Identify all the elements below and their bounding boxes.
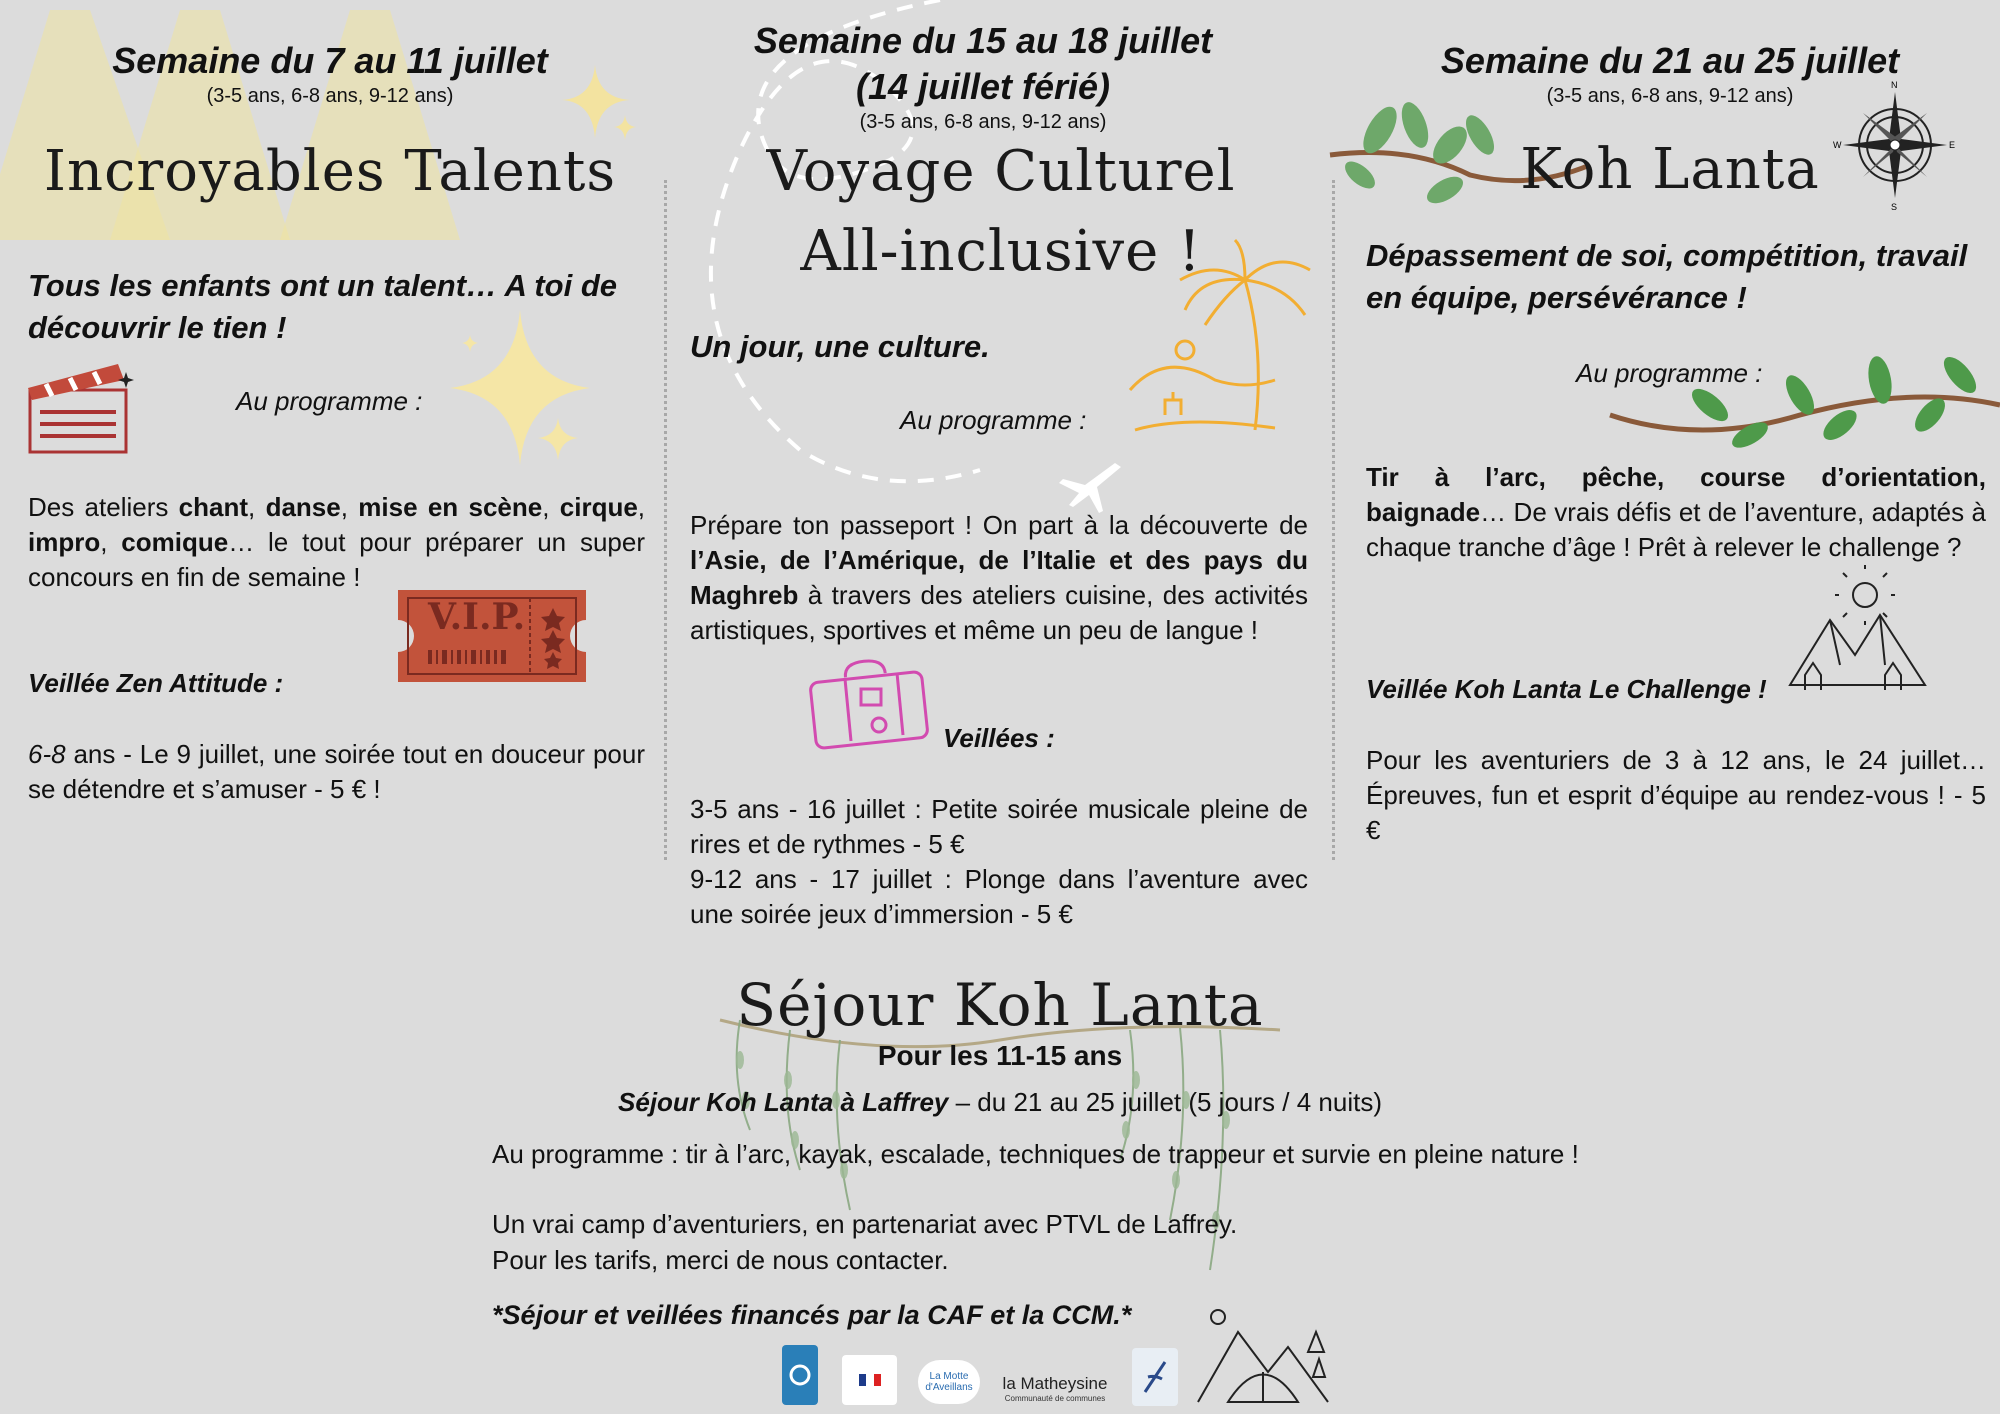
col2-theme-line1: Voyage Culturel [766,139,1236,204]
sejour-prices: Pour les tarifs, merci de nous contacter. [492,1245,949,1275]
matheysine-name: la Matheysine [1002,1373,1108,1393]
col1-week-title: Semaine du 7 au 11 juillet [112,40,548,81]
col2-evening-1: 3-5 ans - 16 juillet : Petite soirée musicale pleine de rires et de rythmes - 5 € [690,794,1308,859]
col2-theme-line2: All-inclusive ! [800,219,1202,284]
compass-e: E [1949,140,1956,150]
sport-logo [1132,1348,1178,1406]
sejour-title: Séjour Koh Lanta [736,971,1264,1039]
col2-ages: (3-5 ans, 6-8 ans, 9-12 ans) [859,111,1107,133]
col2-holiday: (14 juillet férié) [855,66,1111,107]
caf-logo [782,1345,818,1405]
col3-description: Tir à l’arc, pêche, course d’orientation, baignade… De vrais défis et de l’aventure, adaptés à chaque tranche d’âge ! Prêt à relever le challenge ? [1366,462,1986,562]
col1-tagline: Tous les enfants ont un talent… A toi de découvrir le tien ! [28,268,618,345]
vip-ticket-icon [398,590,586,682]
col1-program-label: Au programme : [236,386,423,416]
compass-w: W [1833,140,1842,150]
col3-week-title: Semaine du 21 au 25 juillet [1440,40,1900,81]
vip-label: V.I.P. [428,596,526,638]
col3-tagline: Dépassement de soi, compétition, travail en équipe, persévérance ! [1366,238,1968,315]
col1-theme: Incroyables Talents [43,139,617,204]
sejour-ages: Pour les 11-15 ans [877,1040,1123,1071]
sejour-dates: Séjour Koh Lanta à Laffrey – du 21 au 25 juillet (5 jours / 4 nuits) [618,1087,1382,1117]
motte-aveillans-logo: La Motte d'Aveillans [918,1360,980,1404]
compass-s: S [1891,202,1898,212]
col3-ages: (3-5 ans, 6-8 ans, 9-12 ans) [1546,85,1794,107]
matheysine-sub: Communauté de communes [1004,1393,1106,1403]
col2-evenings-title: Veillées : [943,723,1055,753]
col3-evening: Pour les aventuriers de 3 à 12 ans, le 24 juillet… Épreuves, fun et esprit d’équipe au rendez-vous ! - 5 € [1366,745,1986,845]
col2-week-title: Semaine du 15 au 18 juillet [753,20,1213,61]
col2-description: Prépare ton passeport ! On part à la découverte de l’Asie, de l’Amérique, de l’Italie et des pays du Maghreb à travers des ateliers cuisine, des activités artistiques, sportives et même un peu de langue ! [690,510,1308,645]
col3-theme: Koh Lanta [1520,137,1820,202]
col1-ages: (3-5 ans, 6-8 ans, 9-12 ans) [206,85,454,107]
column-divider-1 [664,180,667,860]
col1-evening-title: Veillée Zen Attitude : [28,668,284,698]
col1-evening: 6-8 ans - Le 9 juillet, une soirée tout en douceur pour se détendre et s’amuser - 5 € ! [28,739,645,804]
col2-tagline: Un jour, une culture. [690,329,990,364]
camp-tent-icon [1188,1292,1338,1414]
compass-n: N [1891,80,1898,90]
mountains-sun-icon [1785,565,1935,705]
column-divider-2 [1332,180,1335,860]
airplane-icon [1055,455,1125,515]
col3-evening-title: Veillée Koh Lanta Le Challenge ! [1366,674,1767,704]
col3-program-label: Au programme : [1576,358,1763,388]
col1-header [30,38,630,108]
col2-evening-2: 9-12 ans - 17 juillet : Plonge dans l’aventure avec une soirée jeux d’immersion - 5 € [690,864,1308,929]
sejour-partner: Un vrai camp d’aventuriers, en partenariat avec PTVL de Laffrey. [492,1209,1238,1239]
col2-header [683,18,1283,134]
col3-header [1370,38,1970,108]
funding-note: *Séjour et veillées financés par la CAF et la CCM.* [492,1300,1132,1330]
matheysine-logo [990,1368,1120,1408]
col2-program-label: Au programme : [900,405,1087,435]
suitcase-icon [805,655,935,755]
col1-description: Des ateliers chant, danse, mise en scène, cirque, impro, comique… le tout pour préparer un super concours en fin de semaine ! [28,492,646,592]
sejour-program: Au programme : tir à l’arc, kayak, escalade, techniques de trappeur et survie en pleine nature ! [492,1139,1579,1169]
clapperboard-icon [26,358,136,458]
ministry-logo [842,1355,897,1405]
